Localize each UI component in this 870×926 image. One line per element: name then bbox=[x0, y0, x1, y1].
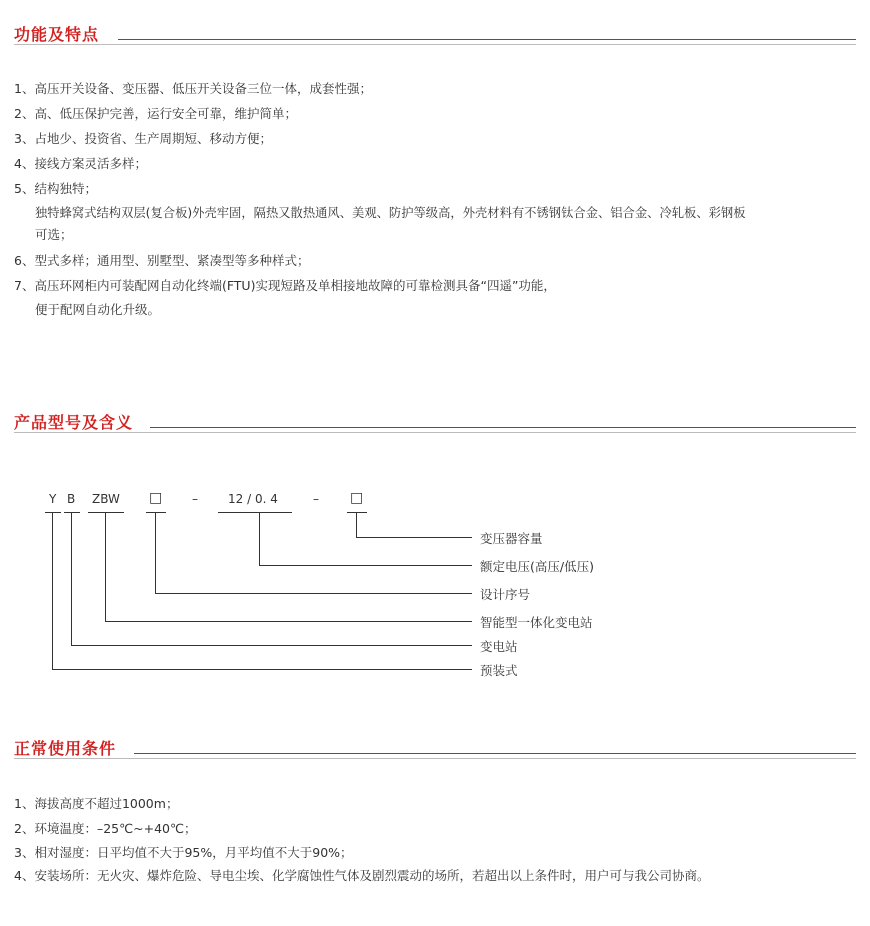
leader-prefab bbox=[52, 669, 472, 670]
features-title: 功能及特点 bbox=[14, 25, 100, 44]
connector-b bbox=[71, 512, 72, 645]
bar-y bbox=[45, 512, 61, 513]
model-title-rule bbox=[150, 427, 856, 428]
condition-item-1: 1、海拔高度不超过1000m； bbox=[14, 796, 179, 811]
code-dash-2: – bbox=[313, 492, 319, 506]
label-smart: 智能型一体化变电站 bbox=[480, 615, 593, 630]
bar-box-2 bbox=[347, 512, 367, 513]
feature-item-7-cont: 便于配网自动化升级。 bbox=[35, 302, 161, 317]
leader-serial bbox=[155, 593, 472, 594]
feature-item-2: 2、高、低压保护完善，运行安全可靠，维护简单； bbox=[14, 106, 297, 121]
conditions-title: 正常使用条件 bbox=[14, 739, 117, 758]
connector-box-1 bbox=[155, 512, 156, 593]
connector-zbw bbox=[105, 512, 106, 621]
bar-voltage bbox=[218, 512, 292, 513]
connector-voltage bbox=[259, 512, 260, 565]
code-box-2: □ bbox=[350, 490, 364, 506]
features-title-underline bbox=[14, 44, 856, 45]
leader-substation bbox=[71, 645, 472, 646]
feature-item-3: 3、占地少、投资省、生产周期短、移动方便； bbox=[14, 131, 272, 146]
feature-item-6: 6、型式多样；通用型、别墅型、紧凑型等多种样式； bbox=[14, 253, 310, 268]
features-title-rule bbox=[118, 39, 856, 40]
code-dash-1: – bbox=[192, 492, 198, 506]
feature-item-5-detail-cont: 可选； bbox=[35, 227, 73, 242]
feature-item-5: 5、结构独特； bbox=[14, 181, 97, 196]
feature-item-1: 1、高压开关设备、变压器、低压开关设备三位一体，成套性强； bbox=[14, 81, 372, 96]
code-zbw: ZBW bbox=[92, 492, 120, 506]
connector-y bbox=[52, 512, 53, 669]
code-box-1: □ bbox=[149, 490, 163, 506]
code-voltage: 12 / 0. 4 bbox=[228, 492, 278, 506]
condition-item-2: 2、环境温度：–25℃~+40℃； bbox=[14, 821, 197, 836]
leader-smart bbox=[105, 621, 472, 622]
bar-box-1 bbox=[146, 512, 166, 513]
conditions-title-rule bbox=[134, 753, 856, 754]
feature-item-4: 4、接线方案灵活多样； bbox=[14, 156, 147, 171]
label-substation: 变电站 bbox=[480, 639, 518, 654]
condition-item-4: 4、安装场所：无火灾、爆炸危险、导电尘埃、化学腐蚀性气体及剧烈震动的场所，若超出以上条件时，用户可与我公司协商。 bbox=[14, 868, 710, 883]
model-title-underline bbox=[14, 432, 856, 433]
leader-voltage bbox=[259, 565, 472, 566]
label-capacity: 变压器容量 bbox=[480, 531, 543, 546]
feature-item-7: 7、高压环网柜内可装配网自动化终端(FTU)实现短路及单相接地故障的可靠检测具备“四遥”功能， bbox=[14, 278, 556, 293]
bar-zbw bbox=[88, 512, 124, 513]
label-serial: 设计序号 bbox=[480, 587, 531, 602]
label-prefab: 预装式 bbox=[480, 663, 518, 678]
connector-box-2 bbox=[356, 512, 357, 537]
code-b: B bbox=[67, 492, 76, 506]
label-voltage: 额定电压(高压/低压) bbox=[480, 559, 594, 574]
leader-capacity bbox=[356, 537, 472, 538]
code-y: Y bbox=[49, 492, 57, 506]
bar-b bbox=[64, 512, 80, 513]
feature-item-5-detail: 独特蜂窝式结构双层(复合板)外壳牢固，隔热又散热通风、美观、防护等级高，外壳材料有不锈钢钛合金、铝合金、冷轧板、彩钢板 bbox=[35, 206, 746, 220]
model-title: 产品型号及含义 bbox=[14, 413, 134, 432]
condition-item-3: 3、相对湿度：日平均值不大于95%，月平均值不大于90%； bbox=[14, 845, 353, 860]
conditions-title-underline bbox=[14, 758, 856, 759]
